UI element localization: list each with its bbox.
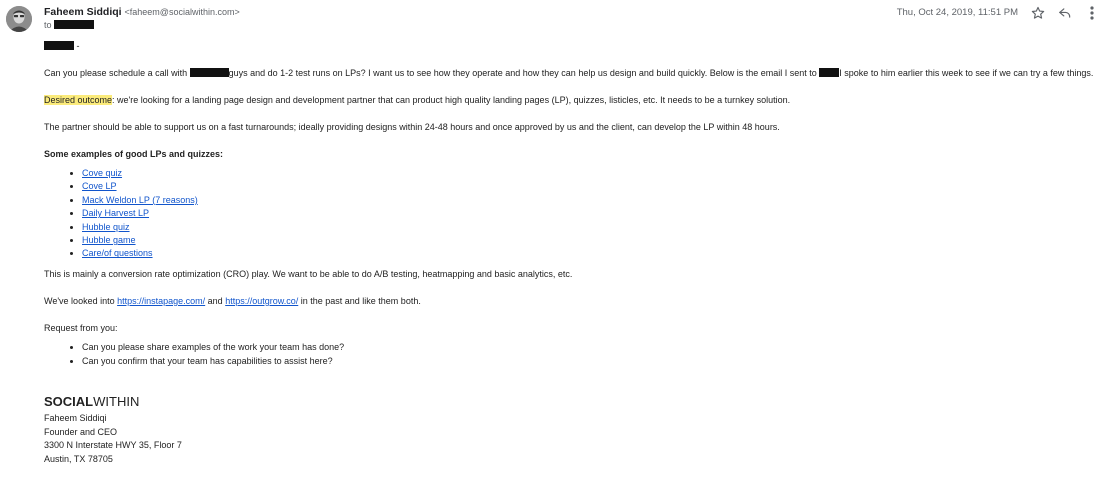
redacted-recipient — [54, 20, 94, 29]
greeting: - — [44, 40, 1094, 54]
email-body — [44, 40, 1094, 466]
highlighted-text: Desired outcome — [44, 94, 113, 105]
signature-logo: SOCIALWITHIN — [44, 394, 140, 410]
list-item — [82, 194, 1094, 207]
link-hubble-quiz[interactable]: Hubble quiz — [82, 221, 130, 232]
redacted-company — [190, 68, 229, 77]
list-item — [82, 207, 1094, 220]
signature-address-line2: Austin, TX 78705 — [44, 453, 113, 464]
link-careof-questions[interactable]: Care/of questions — [82, 248, 153, 259]
sender-name: Faheem Siddiqi — [44, 6, 122, 18]
list-item — [82, 180, 1094, 193]
signature-name: Faheem Siddiqi — [44, 413, 107, 424]
link-daily-harvest-lp[interactable]: Daily Harvest LP — [82, 208, 150, 219]
link-hubble-game[interactable]: Hubble game — [82, 235, 136, 246]
sender-email: <faheem@socialwithin.com> — [124, 7, 240, 17]
request-list — [44, 341, 1094, 368]
avatar[interactable] — [6, 6, 32, 32]
link-outgrow[interactable]: https://outgrow.co/ — [225, 295, 299, 306]
link-instapage[interactable]: https://instapage.com/ — [117, 295, 206, 306]
link-cove-lp[interactable]: Cove LP — [82, 181, 117, 192]
more-vertical-icon[interactable] — [1083, 5, 1100, 21]
examples-heading: Some examples of good LPs and quizzes: — [44, 148, 224, 159]
redacted-name — [44, 41, 74, 50]
list-item — [82, 234, 1094, 247]
paragraph-desired-outcome: Desired outcome: we're looking for a landing page design and development partner that can product high quality landing pages (LP), quizzes, listicles, etc. It needs to be a turnkey solution. — [44, 94, 791, 105]
signature-title: Founder and CEO — [44, 426, 118, 437]
signature-address-line1: 3300 N Interstate HWY 35, Floor 7 — [44, 440, 182, 451]
paragraph-intro: Can you please schedule a call with guys and do 1-2 test runs on LPs? I want us to see how they operate and how they can help us design and build quickly. Below is the email I sent to I spoke to him earlier this week to see if we can try a few things. — [44, 67, 1094, 78]
list-item — [82, 247, 1094, 260]
paragraph-turnaround: The partner should be able to support us on a fast turnarounds; ideally providing designs within 24-48 hours and once approved by us and the client, can develop the LP within 48 hours. — [44, 121, 780, 132]
paragraph-cro: This is mainly a conversion rate optimization (CRO) play. We want to be able to do A/B testing, heatmapping and basic analytics, etc. — [44, 268, 573, 279]
redacted-person — [819, 68, 839, 77]
list-item: • Can you please share examples of the work your team has done? — [82, 341, 1094, 354]
list-item — [82, 167, 1094, 180]
list-item — [82, 221, 1094, 234]
sender — [44, 6, 240, 18]
paragraph-tools: We've looked into https://instapage.com/ and https://outgrow.co/ in the past and like them both. — [44, 295, 421, 306]
star-icon[interactable] — [1029, 5, 1047, 21]
list-item: • Can you confirm that your team has capabilities to assist here? — [82, 355, 1094, 368]
examples-list — [44, 167, 1094, 261]
request-heading: Request from you: — [44, 322, 118, 333]
link-mack-weldon-lp[interactable]: Mack Weldon LP (7 reasons) — [82, 194, 198, 205]
to-label: to — [44, 20, 52, 30]
link-cove-quiz[interactable]: Cove quiz — [82, 168, 123, 178]
recipient-line[interactable] — [44, 20, 94, 30]
email-date: Thu, Oct 24, 2019, 11:51 PM — [896, 7, 1018, 18]
avatar-image — [6, 6, 32, 32]
reply-icon[interactable] — [1056, 5, 1074, 21]
